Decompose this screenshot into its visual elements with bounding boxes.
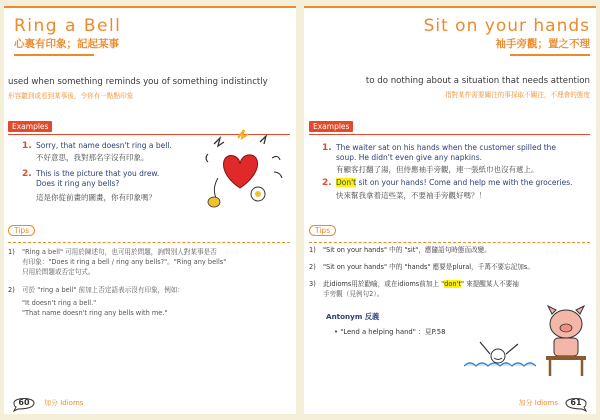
page-number-wrapper xyxy=(564,395,588,412)
highlighted-word: don't xyxy=(444,280,461,288)
pig-character-illustration xyxy=(540,302,592,378)
tip-text: 此idioms用於勸喻，或在idioms前加上 " xyxy=(323,280,445,288)
example-chinese: 有顧客打翻了湯，但侍應袖手旁觀，連一張紙巾也沒有遞上。 xyxy=(336,165,539,174)
tip-body xyxy=(22,285,184,318)
example-number: 2. xyxy=(322,178,332,188)
page-number: 60 xyxy=(18,398,30,407)
example-english-line: soup. He didn't even give any napkins. xyxy=(336,153,483,162)
tip-number: 2) xyxy=(309,263,316,271)
definition-english: used when something reminds you of something indistinctly xyxy=(8,77,268,87)
right-page xyxy=(304,6,596,414)
tip-line: 可於 "ring a bell" 前加上否定語表示沒有印象，例如： xyxy=(22,286,184,294)
examples-rule xyxy=(309,134,590,135)
title-underline xyxy=(510,54,590,56)
definition-english: to do nothing about a situation that needs attention xyxy=(365,76,590,86)
page-number: 61 xyxy=(570,398,582,407)
example-chinese: 快來幫我拿着這些菜，不要袖手旁觀好嗎？！ xyxy=(336,191,486,200)
tip-line: "That name doesn't ring any bells with me." xyxy=(22,309,168,317)
examples-tag: Examples xyxy=(309,121,353,132)
idiom-title-chinese: 心裏有印象；記起某事 xyxy=(14,38,119,50)
example-english: Sorry, that name doesn't ring a bell. xyxy=(36,141,172,150)
tips-tag: Tips xyxy=(8,225,35,236)
example-number: 2. xyxy=(22,169,32,179)
tip-number: 2) xyxy=(8,286,15,294)
tips-rule xyxy=(309,242,590,243)
example-english-line: This is the picture that you drew. xyxy=(36,169,160,178)
idiom-title: Ring a Bell xyxy=(14,16,122,36)
example-english xyxy=(336,178,573,188)
bullet-icon: • xyxy=(334,328,339,336)
examples-tag: Examples xyxy=(8,121,52,132)
tips-tag: Tips xyxy=(309,225,336,236)
ringing-bell-heart-illustration xyxy=(194,128,290,212)
antonym-entry xyxy=(334,326,445,336)
left-page xyxy=(4,6,296,414)
drowning-person-illustration xyxy=(464,336,536,376)
tip-line: 手旁觀（見例句2）。 xyxy=(323,290,384,298)
tip-body xyxy=(323,279,519,299)
example-chinese: 這是你從前畫的圖畫，你有印象嗎？ xyxy=(36,193,156,202)
example-number: 1. xyxy=(322,143,332,153)
tip-body: "Sit on your hands" 中的 "hands" 應要是plural，千萬不要忘記加s。 xyxy=(323,263,534,271)
example-english-line: Does it ring any bells? xyxy=(36,179,120,188)
top-rule xyxy=(4,6,296,8)
tip-body xyxy=(22,247,226,277)
tip-line: 只用於問題或否定句式。 xyxy=(22,268,95,276)
tip-number: 3) xyxy=(309,280,316,288)
tip-line: 有印象："Does it ring a bell / ring any bells?"。"Ring any bells" xyxy=(22,258,227,266)
tip-body: "Sit on your hands" 中的 "sit"，應隨語句時態而改變。 xyxy=(323,246,491,254)
example-english-line: The waiter sat on his hands when the customer spilled the xyxy=(336,143,557,152)
tip-line: "It doesn't ring a bell." xyxy=(22,299,97,307)
antonym-text: "Lend a helping hand" ：見P.58 xyxy=(340,328,446,336)
footer-label: 加分 Idioms xyxy=(44,399,84,407)
footer-label: 加分 Idioms xyxy=(518,399,558,407)
definition-chinese: 形容聽到或看到某事後，令你有一點點印象 xyxy=(8,92,134,100)
tip-number: 1) xyxy=(8,248,15,256)
antonym-label: Antonym 反義 xyxy=(326,312,380,321)
page-number-wrapper xyxy=(12,395,36,412)
top-rule xyxy=(304,6,596,8)
tip-number: 1) xyxy=(309,246,316,254)
definition-chinese: 指對某件需要關注的事採取不關注，不理會的態度 xyxy=(444,91,590,99)
tip-line: "Ring a bell" 可用於陳述句，也可用於問題，詢問別人對某事是否 xyxy=(22,248,217,256)
example-number: 1. xyxy=(22,141,32,151)
example-chinese: 不好意思，我對那名字沒有印象。 xyxy=(36,153,149,162)
highlighted-word: Don't xyxy=(336,178,357,187)
title-underline xyxy=(14,54,94,56)
example-english-rest: sit on your hands! Come and help me with the groceries. xyxy=(356,178,573,187)
example-english xyxy=(36,169,159,189)
idiom-title-chinese: 袖手旁觀；置之不理 xyxy=(495,38,590,50)
example-english xyxy=(336,143,556,163)
tip-text: " 來提醒某人不要袖 xyxy=(460,280,519,288)
idiom-title: Sit on your hands xyxy=(423,16,590,36)
tips-rule xyxy=(8,242,290,243)
